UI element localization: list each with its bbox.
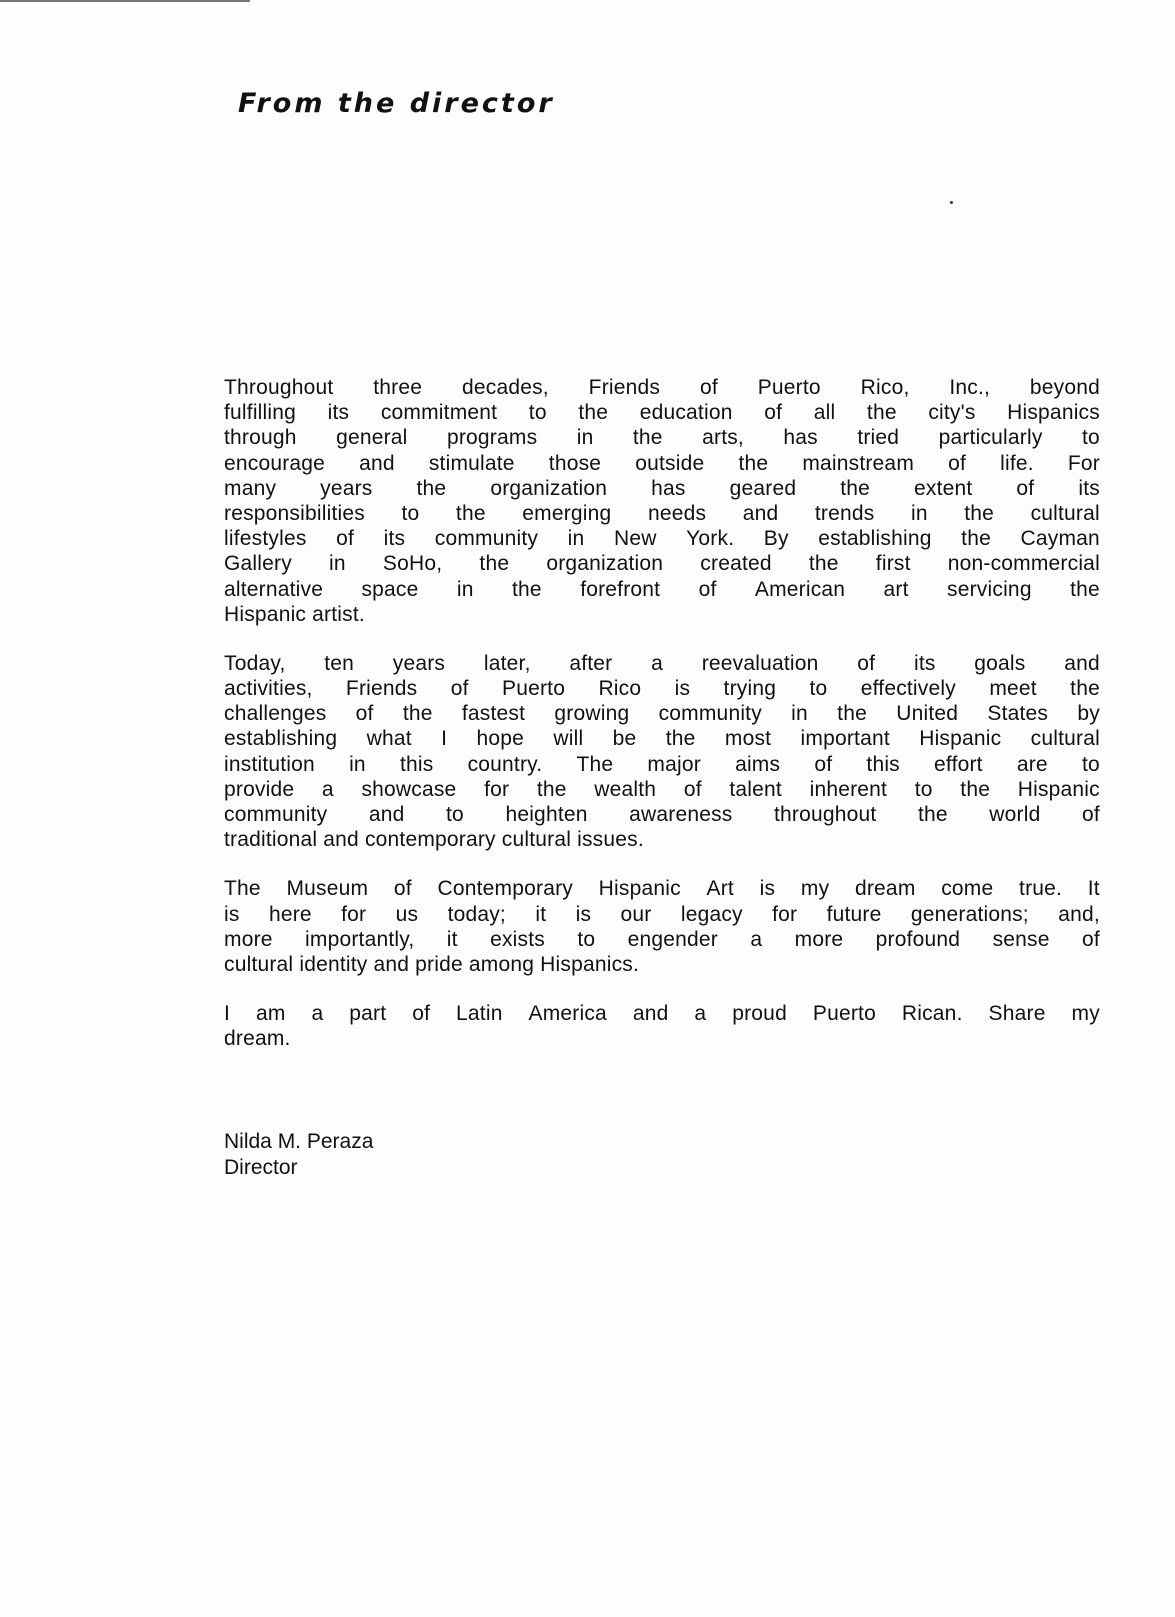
text-line: many years the organization has geared the extent of its (224, 476, 1100, 500)
text-line: responsibilities to the emerging needs and trends in the cultural (224, 501, 1100, 525)
letter-body (224, 375, 1100, 1076)
signature-name: Nilda M. Peraza (224, 1130, 374, 1153)
text-line: challenges of the fastest growing community in the United States by (224, 702, 1100, 726)
paragraph (224, 1001, 1100, 1051)
text-line: fulfilling its commitment to the education of all the city's Hispanics (224, 401, 1100, 425)
text-line: lifestyles of its community in New York. By establishing the Cayman (224, 527, 1100, 551)
text-line: community and to heighten awareness throughout the world of (224, 803, 1100, 826)
text-line: Hispanic artist. (224, 602, 365, 626)
text-line: encourage and stimulate those outside the mainstream of life. For (224, 451, 1100, 475)
text-line: provide a showcase for the wealth of talent inherent to the Hispanic (224, 777, 1100, 801)
paragraph (224, 375, 1100, 627)
paragraph (224, 876, 1100, 977)
text-line: cultural identity and pride among Hispanics. (224, 952, 640, 976)
signature-role: Director (224, 1155, 298, 1179)
text-line: institution in this country. The major aims of this effort are to (224, 752, 1100, 776)
text-line: through general programs in the arts, has tried particularly to (224, 426, 1100, 450)
text-line: Gallery in SoHo, the organization created the first non-commercial (224, 552, 1100, 576)
text-line: more importantly, it exists to engender a more profound sense of (224, 927, 1100, 951)
text-line: The Museum of Contemporary Hispanic Art is my dream come true. It (224, 877, 1100, 901)
text-line: dream. (224, 1027, 291, 1051)
text-line: traditional and contemporary cultural issues. (224, 828, 644, 852)
page-title: From the director (238, 88, 555, 119)
text-line: establishing what I hope will be the most important Hispanic cultural (224, 727, 1100, 751)
text-line: Throughout three decades, Friends of Puerto Rico, Inc., beyond (224, 376, 1100, 399)
text-line: I am a part of Latin America and a proud Puerto Rican. Share my (224, 1002, 1100, 1026)
text-line: Today, ten years later, after a reevaluation of its goals and (224, 651, 1100, 675)
text-line: activities, Friends of Puerto Rico is trying to effectively meet the (224, 677, 1100, 701)
text-line: is here for us today; it is our legacy for future generations; and, (224, 902, 1100, 926)
scan-speck (950, 201, 953, 204)
scan-edge-line (0, 0, 250, 2)
signature-block (224, 1129, 373, 1180)
text-line: alternative space in the forefront of American art servicing the (224, 577, 1100, 601)
paragraph (224, 651, 1100, 853)
